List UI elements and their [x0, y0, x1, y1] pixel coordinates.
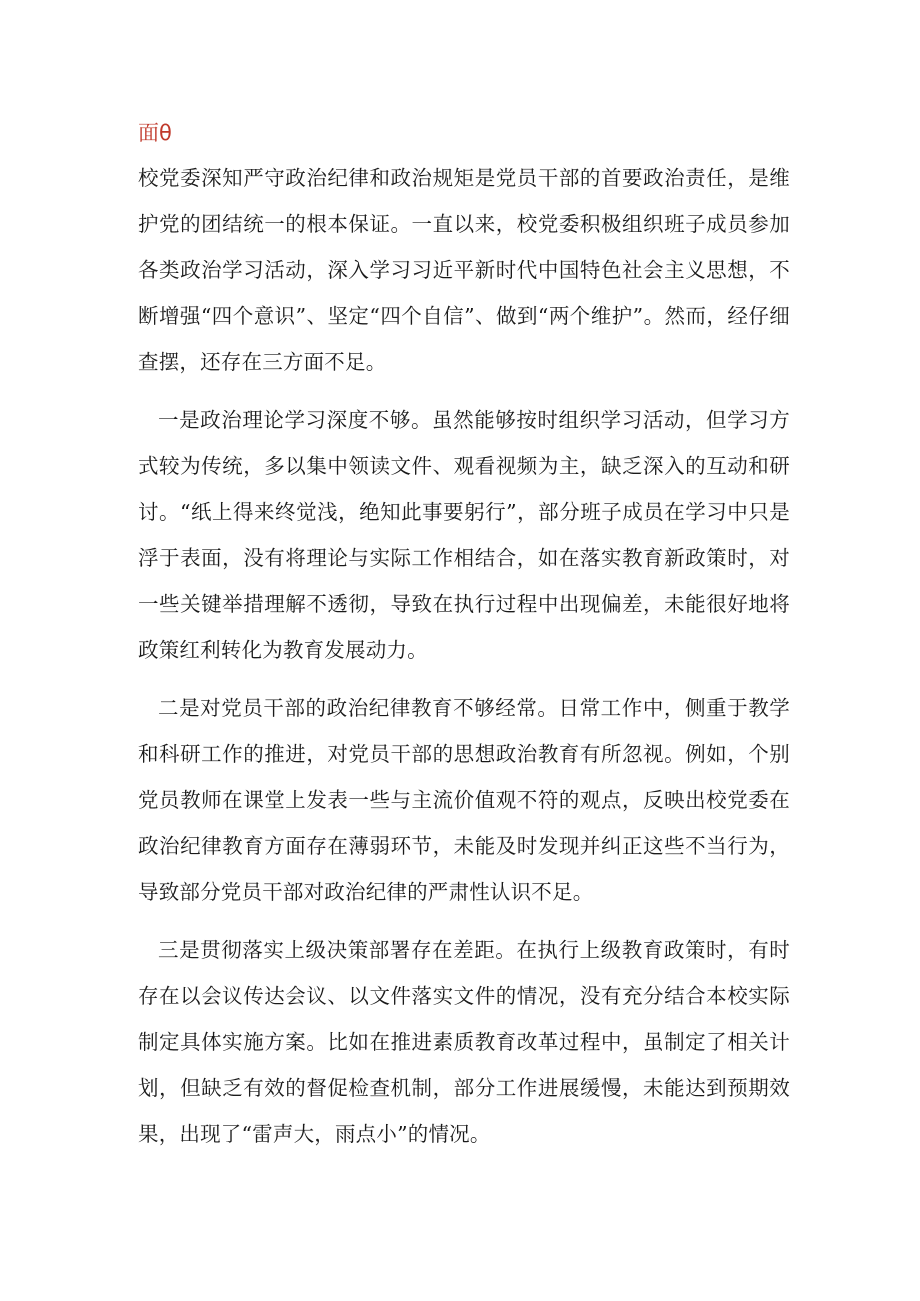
section-heading: 面θ	[138, 121, 172, 145]
paragraph-intro: 校党委深知严守政治纪律和政治规矩是党员干部的首要政治责任，是维护党的团结统一的根本保证。一直以来，校党委积极组织班子成员参加各类政治学习活动，深入学习习近平新时代中国特色社会主义思想，不断增强“四个意识”、坚定“四个自信”、做到“两个维护”。然而，经仔细查摆，还存在三方面不足。	[138, 166, 790, 374]
paragraph-point-three: 三是贯彻落实上级决策部署存在差距。在执行上级教育政策时，有时存在以会议传达会议、以文件落实文件的情况，没有充分结合本校实际制定具体实施方案。比如在推进素质教育改革过程中，虽制定了相关计划，但缺乏有效的督促检查机制，部分工作进展缓慢，未能达到预期效果，出现了“雷声大，雨点小”的情况。	[138, 938, 790, 1146]
document-body	[138, 155, 790, 1169]
paragraph-point-two: 二是对党员干部的政治纪律教育不够经常。日常工作中，侧重于教学和科研工作的推进，对党员干部的思想政治教育有所忽视。例如，个别党员教师在课堂上发表一些与主流价值观不符的观点，反映出校党委在政治纪律教育方面存在薄弱环节，未能及时发现并纠正这些不当行为，导致部分党员干部对政治纪律的严肃性认识不足。	[138, 696, 790, 904]
paragraph-point-one: 一是政治理论学习深度不够。虽然能够按时组织学习活动，但学习方式较为传统，多以集中领读文件、观看视频为主，缺乏深入的互动和研讨。“纸上得来终觉浅，绝知此事要躬行”，部分班子成员在学习中只是浮于表面，没有将理论与实际工作相结合，如在落实教育新政策时，对一些关键举措理解不透彻，导致在执行过程中出现偏差，未能很好地将政策红利转化为教育发展动力。	[138, 408, 790, 662]
